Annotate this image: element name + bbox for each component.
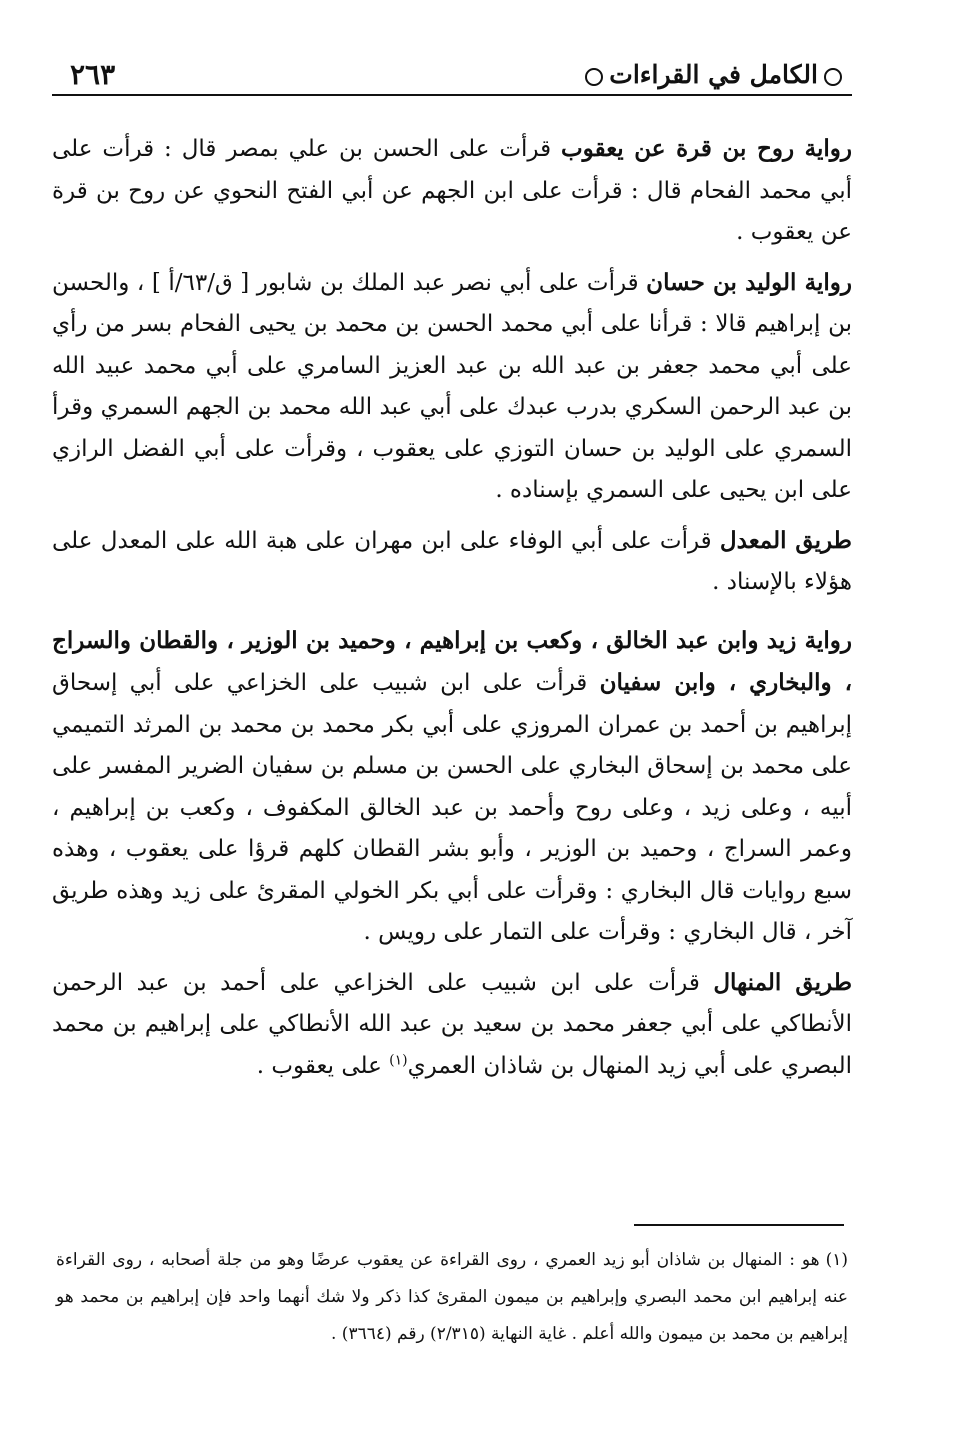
main-text bbox=[52, 128, 852, 1087]
paragraph-heading: طريق المنهال bbox=[713, 968, 853, 996]
footnote-divider bbox=[634, 1224, 844, 1226]
paragraph-heading: رواية الوليد بن حسان bbox=[646, 268, 852, 296]
circle-ornament-icon bbox=[585, 68, 603, 86]
running-title bbox=[579, 60, 848, 89]
book-page bbox=[52, 50, 852, 1410]
page-number: ٢٦٣ bbox=[70, 58, 116, 91]
footnotes bbox=[56, 1242, 848, 1353]
paragraph-text: قرأت على ابن شبيب على الخزاعي على أبي إسحاق إبراهيم بن أحمد بن عمران المروزي على أبي بكر محمد بن محمد بن المرثد التميمي على محمد بن إسحاق البخاري على الحسن بن مسلم بن سفيان الضرير المفسر على أبيه ، وعلى زيد ، وعلى روح وأحمد بن عبد الخالق المكفوف ، وكعب بن إبراهيم ، وعمر السراج ، وحميد بن الوزير ، وأبو بشر القطان كلهم قرؤا على يعقوب ، وهذه سبع روايات قال البخاري : وقرأت على أبي بكر الخولي المقرئ على زيد وهذه طريق آخر ، قال البخاري : وقرأت على التمار على رويس . bbox=[52, 670, 852, 945]
paragraph bbox=[52, 620, 852, 954]
book-title: الكامل في القراءات bbox=[609, 60, 818, 89]
circle-ornament-icon bbox=[824, 68, 842, 86]
paragraph bbox=[52, 262, 852, 512]
paragraph-text: قرأت على الحسن بن علي بمصر قال : قرأت على أبي محمد الفحام قال : قرأت على ابن الجهم عن أبي الفتح النحوي عن روح بن قرة عن يعقوب . bbox=[52, 136, 852, 245]
paragraph-heading: رواية زيد وابن عبد الخالق ، وكعب بن إبراهيم ، وحميد بن الوزير ، والقطان والسراج ، والبخاري ، وابن سفيان bbox=[52, 626, 852, 696]
paragraph-text: قرأت على أبي الوفاء على ابن مهران على هبة الله على المعدل على هؤلاء بالإسناد . bbox=[52, 527, 852, 595]
paragraph-text: قرأت على أبي نصر عبد الملك بن شابور [ ق/٦٣/أ ] ، والحسن بن إبراهيم قالا : قرأنا على أبي محمد الحسن بن محمد بن يحيى الفحام بسر من رأي على أبي محمد جعفر بن عبد الله بن عبد العزيز السامري على أبي محمد عبيد الله بن عبد الرحمن السكري بدرب عبدك على أبي عبد الله محمد بن الجهم السمري وقرأ السمري على الوليد بن حسان التوزي على يعقوب ، وقرأت على أبي الفضل الرازي على ابن يحيى على السمري بإسناده . bbox=[52, 269, 852, 503]
paragraph-text: قرأت على ابن شبيب على الخزاعي على أحمد بن عبد الرحمن الأنطاكي على أبي جعفر محمد بن سعيد بن عبد الله الأنطاكي على إبراهيم بن محمد البصري على أبي زيد المنهال بن شاذان العمري bbox=[52, 969, 852, 1079]
page-header bbox=[52, 50, 852, 96]
footnote bbox=[56, 1242, 848, 1353]
paragraph-heading: رواية روح بن قرة عن يعقوب bbox=[561, 135, 852, 162]
paragraph bbox=[52, 128, 852, 254]
footnote-reference[interactable]: (١) bbox=[389, 1051, 408, 1068]
footnote-text: هو : المنهال بن شاذان أبو زيد العمري ، روى القراءة عن يعقوب عرضًا وهو من جلة أصحابه ، روى القراءة عنه إبراهيم ابن محمد البصري وإبراهيم بن ميمون المقرئ كذا ذكر ولا شك أنهما واحد فإن إبراهيم بن محمد هو إبراهيم بن محمد بن ميمون والله أعلم . غاية النهاية (٢/٣١٥) رقم (٣٦٦٤) . bbox=[56, 1250, 848, 1344]
paragraph bbox=[52, 520, 852, 604]
paragraph-text-tail: على يعقوب . bbox=[256, 1052, 390, 1079]
footnote-number: (١) bbox=[825, 1250, 848, 1270]
paragraph-heading: طريق المعدل bbox=[719, 526, 852, 554]
paragraph bbox=[52, 962, 852, 1088]
